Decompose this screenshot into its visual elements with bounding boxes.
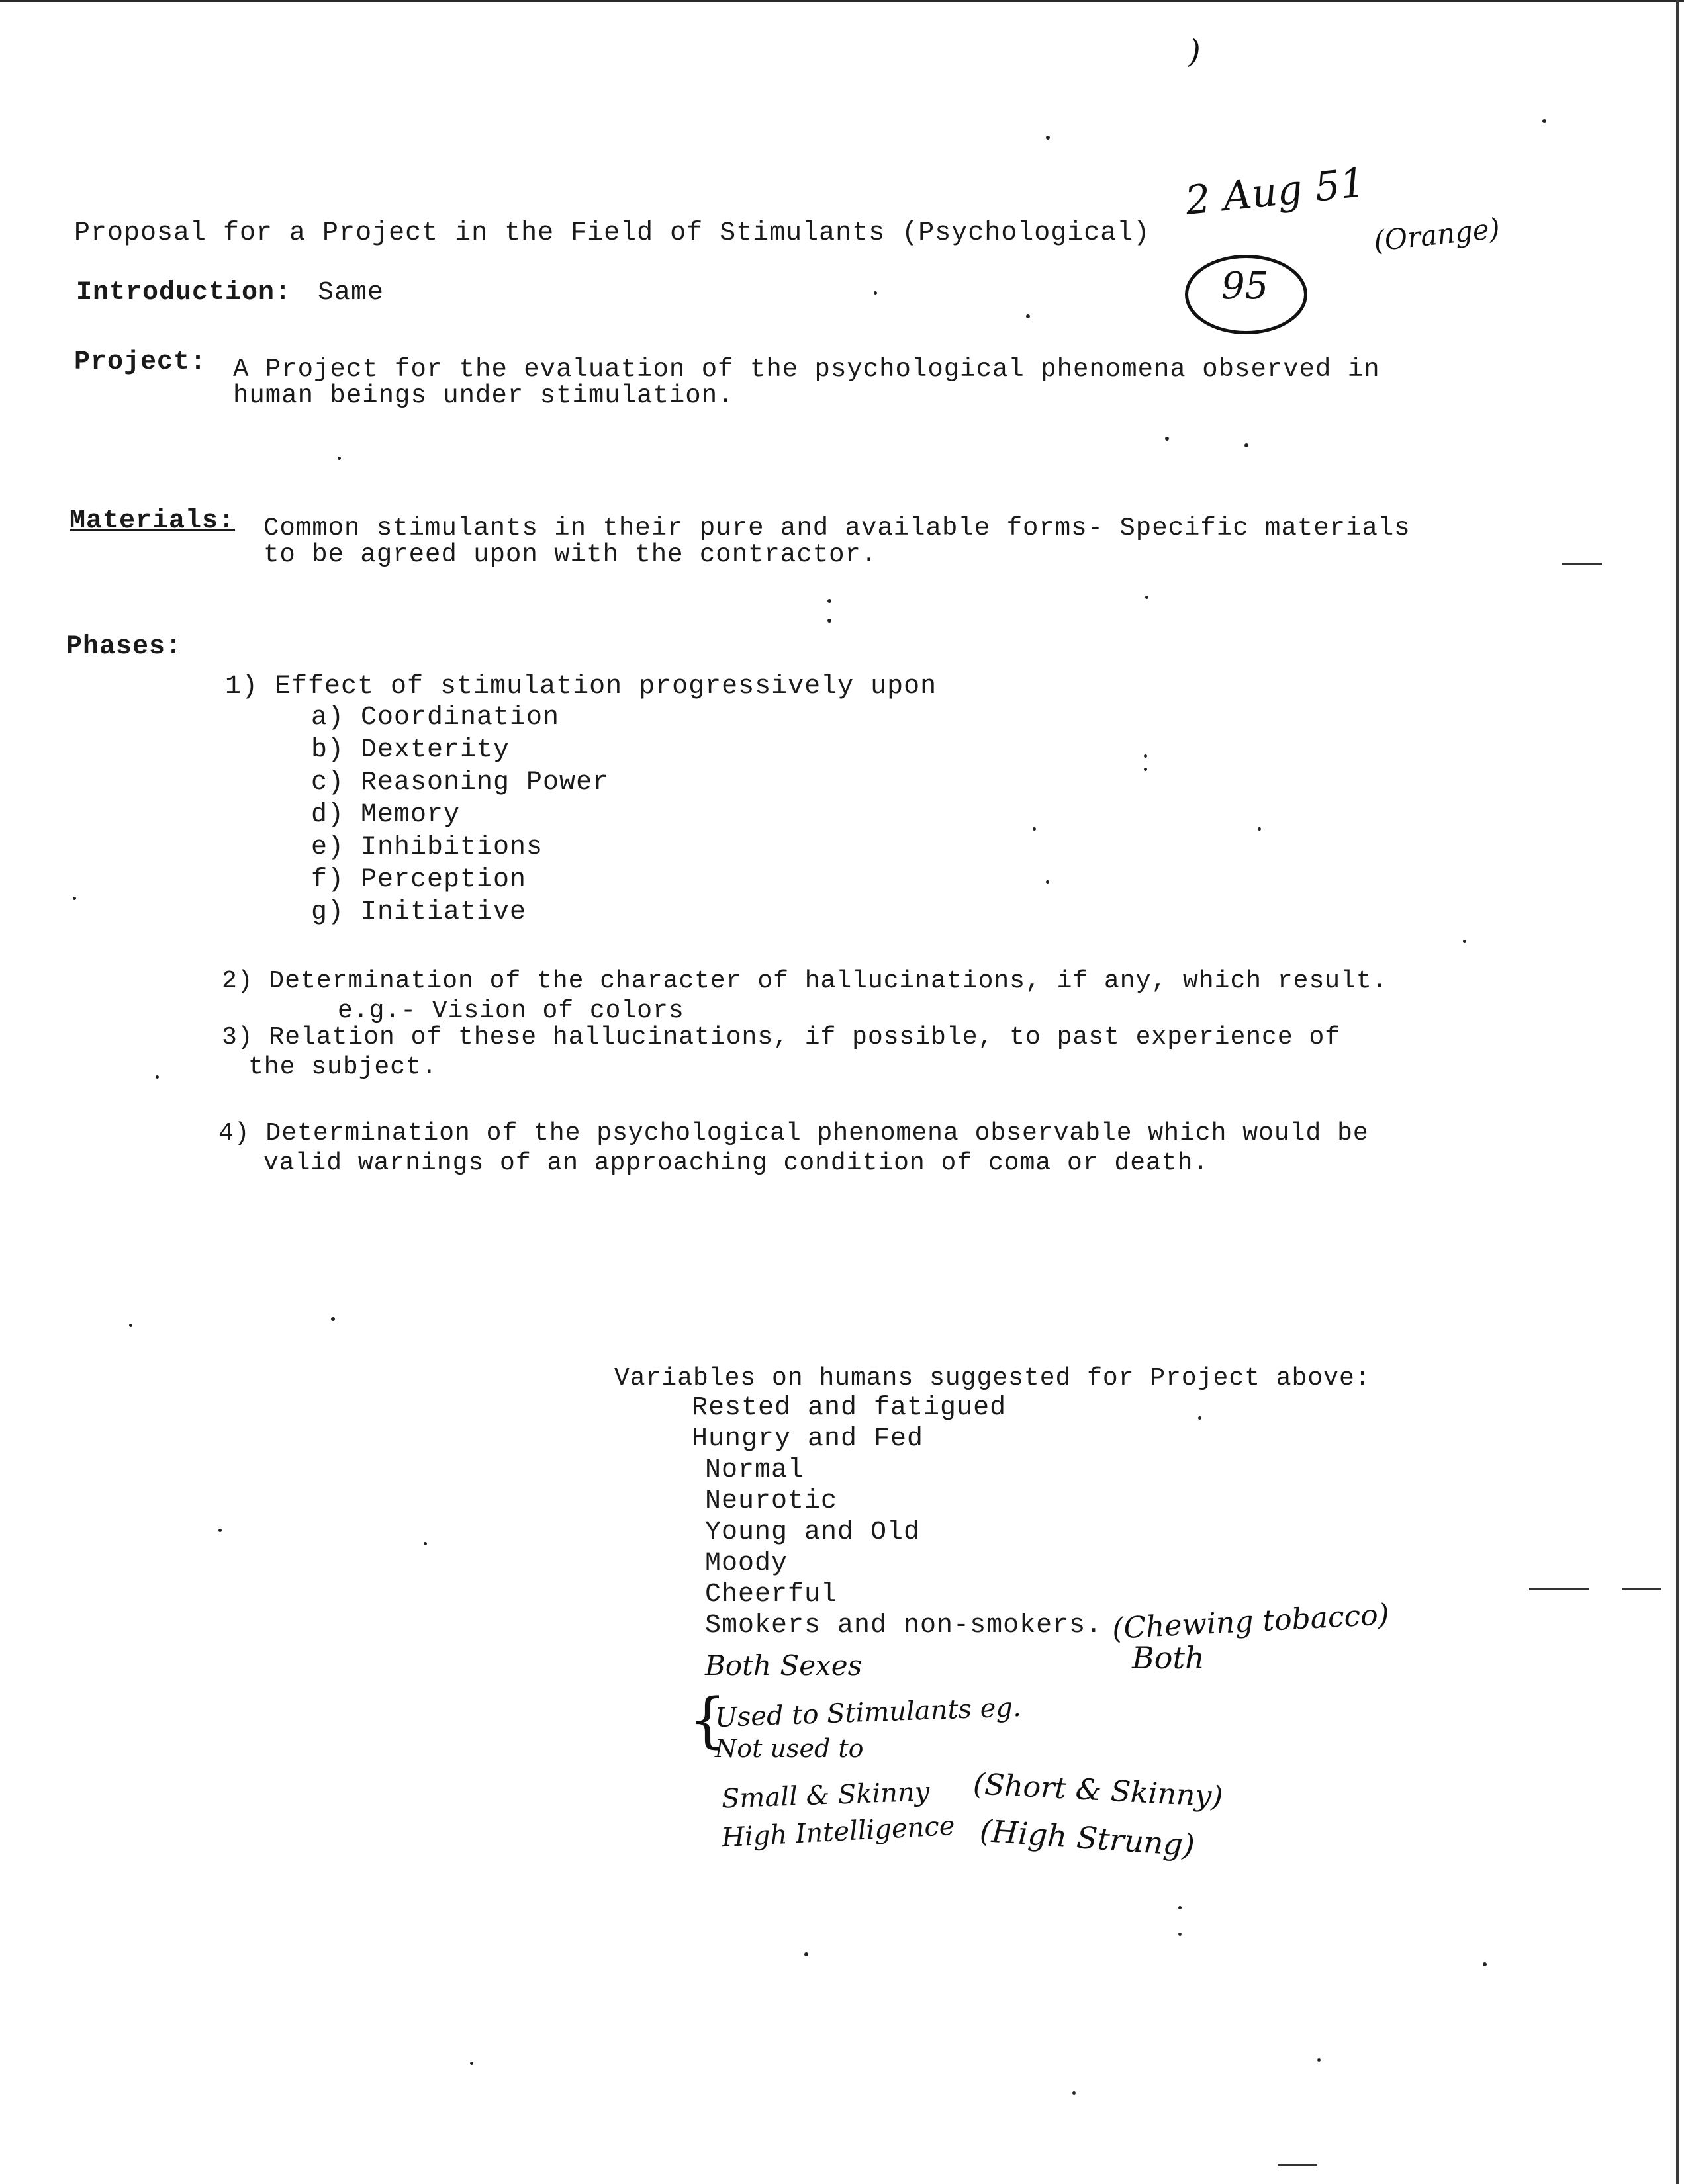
scan-speck — [1144, 754, 1147, 758]
scan-speck — [1165, 437, 1169, 441]
scan-speck — [156, 1075, 159, 1079]
scan-speck — [827, 619, 831, 623]
phase-1-item: d) Memory — [311, 800, 461, 830]
handwritten-chewing-note: (Chewing tobacco) — [1111, 1598, 1391, 1646]
margin-dash — [1622, 1588, 1661, 1590]
phase-1-item: b) Dexterity — [311, 735, 510, 765]
scan-speck — [827, 599, 831, 603]
phase-3-line-2: the subject. — [248, 1053, 438, 1081]
variable-item: Rested and fatigued — [692, 1393, 1007, 1423]
margin-dash — [1562, 563, 1602, 565]
phase-1-item: a) Coordination — [311, 703, 560, 733]
phase-4-line-1: 4) Determination of the psychological phenomena observable which would be — [218, 1119, 1369, 1148]
handwritten-date: 2 Aug 51 — [1183, 159, 1368, 225]
variable-item: Neurotic — [705, 1486, 838, 1516]
phase-1-item: c) Reasoning Power — [311, 768, 610, 797]
handwritten-small-paren: (Short & Skinny) — [972, 1767, 1224, 1814]
document-title: Proposal for a Project in the Field of Stimulants (Psychological) — [74, 218, 1150, 248]
scan-speck — [1463, 940, 1466, 943]
scan-speck — [1258, 827, 1261, 831]
scan-speck — [1542, 119, 1546, 123]
phase-1-item: e) Inhibitions — [311, 833, 543, 862]
scan-speck — [1198, 1416, 1201, 1420]
variable-item: Cheerful — [705, 1580, 838, 1610]
project-label: Project: — [74, 347, 207, 377]
top-mark: ) — [1188, 33, 1201, 70]
scan-speck — [1317, 2058, 1321, 2062]
scan-speck — [73, 897, 76, 900]
variable-item: Moody — [705, 1549, 788, 1578]
scan-speck — [331, 1317, 335, 1321]
phase-1: 1) Effect of stimulation progressively upon — [225, 672, 937, 702]
phase-2-line-1: 2) Determination of the character of hallucinations, if any, which result. — [222, 967, 1388, 995]
margin-dash — [1278, 2164, 1317, 2166]
introduction-label: Introduction: — [76, 278, 292, 308]
margin-dash — [1529, 1588, 1589, 1590]
handwritten-small-line: Small & Skinny — [721, 1776, 931, 1815]
scan-speck — [1033, 827, 1036, 831]
handwritten-date-note: (Orange) — [1372, 212, 1502, 257]
materials-label: Materials: — [70, 506, 236, 536]
variable-item: Smokers and non-smokers. — [705, 1611, 1103, 1641]
scan-speck — [874, 291, 877, 295]
scan-speck — [1144, 768, 1147, 771]
scan-speck — [218, 1529, 222, 1532]
right-edge-line — [1676, 0, 1679, 2184]
phases-label: Phases: — [66, 632, 183, 662]
handwritten-both: Both — [1132, 1640, 1205, 1676]
phase-4-line-2: valid warnings of an approaching condition of coma or death. — [263, 1149, 1209, 1177]
materials-line-1: Common stimulants in their pure and available forms- Specific materials — [263, 514, 1411, 543]
phase-1-item: g) Initiative — [311, 897, 527, 927]
handwritten-not-used-line: Not used to — [715, 1734, 864, 1763]
scan-speck — [804, 1952, 808, 1956]
handwritten-high-line: High Intelligence — [721, 1810, 956, 1854]
variable-item: Normal — [705, 1455, 805, 1485]
phase-3-line-1: 3) Relation of these hallucinations, if possible, to past experience of — [222, 1023, 1341, 1052]
variables-heading: Variables on humans suggested for Project above: — [614, 1364, 1371, 1392]
scan-speck — [338, 457, 341, 460]
circled-number: 95 — [1221, 265, 1269, 308]
variable-item: Young and Old — [705, 1518, 921, 1547]
top-edge-line — [0, 0, 1684, 2]
project-line-1: A Project for the evaluation of the psychological phenomena observed in — [233, 355, 1380, 384]
phase-2-line-2: e.g.- Vision of colors — [338, 997, 684, 1025]
scan-speck — [1072, 2091, 1076, 2095]
introduction-value: Same — [318, 278, 385, 308]
scan-speck — [1026, 314, 1030, 318]
scan-speck — [129, 1324, 132, 1327]
scan-speck — [1145, 596, 1148, 599]
variable-item: Hungry and Fed — [692, 1424, 924, 1454]
handwritten-used-line: Used to Stimulants eg. — [714, 1692, 1022, 1734]
handwritten-brace: { — [688, 1686, 727, 1755]
scan-speck — [1178, 1933, 1182, 1936]
handwritten-both-sexes: Both Sexes — [705, 1649, 863, 1682]
materials-line-2: to be agreed upon with the contractor. — [263, 540, 878, 569]
project-line-2: human beings under stimulation. — [233, 381, 734, 410]
scan-speck — [1046, 136, 1050, 140]
scan-speck — [424, 1542, 427, 1545]
scan-speck — [470, 2062, 473, 2065]
scan-speck — [1178, 1906, 1182, 1909]
scan-speck — [1244, 443, 1248, 447]
handwritten-high-paren: (High Strung) — [978, 1812, 1196, 1864]
scan-speck — [1483, 1962, 1487, 1966]
phase-1-item: f) Perception — [311, 865, 527, 895]
scan-speck — [1046, 880, 1049, 884]
